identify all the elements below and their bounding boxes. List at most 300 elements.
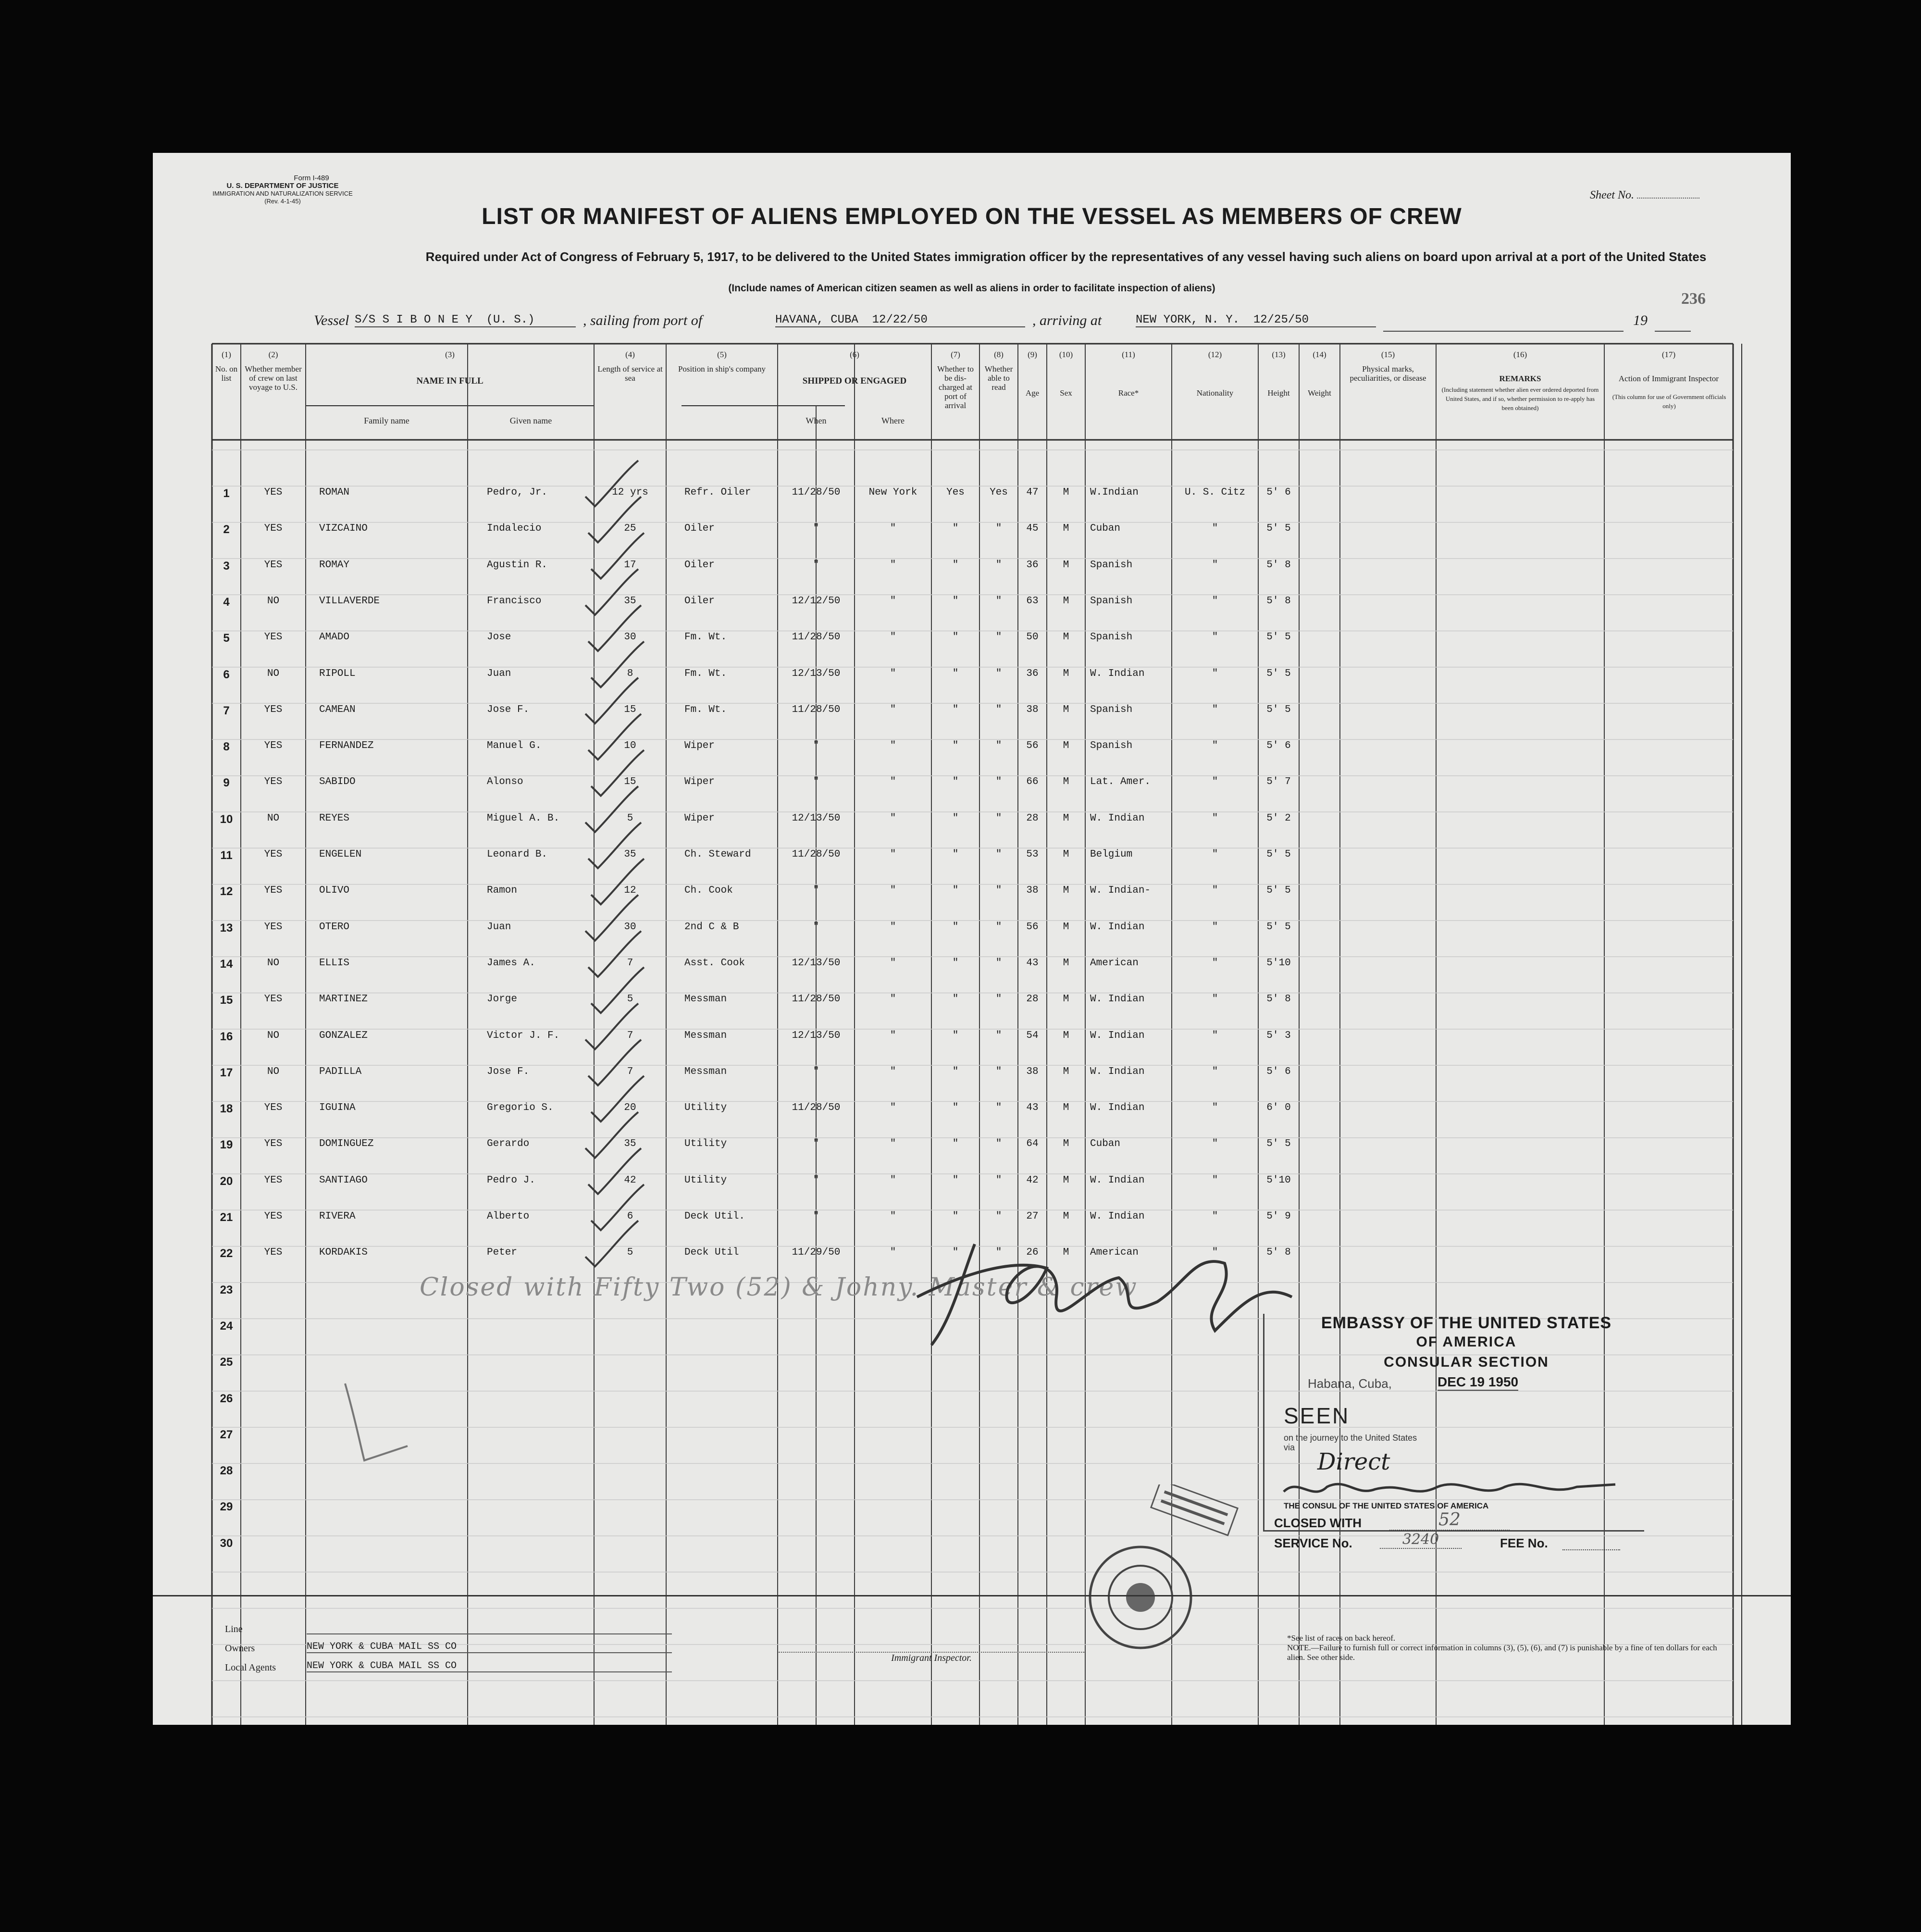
cell-service: 7 (627, 1030, 633, 1041)
cell-no: 15 (220, 994, 233, 1007)
cell-nationality: " (1212, 704, 1218, 715)
cell-family: IGUINA (319, 1102, 356, 1114)
cell-race: W. Indian (1090, 1066, 1145, 1077)
col-c6-label: SHIPPED OR ENGAGED (802, 376, 907, 386)
cell-age: 28 (1026, 812, 1039, 824)
cell-nationality: " (1212, 1066, 1218, 1077)
cell-where: " (890, 1247, 896, 1259)
cell-age: 45 (1026, 523, 1039, 535)
stamp-date: DEC 19 1950 (1438, 1374, 1518, 1391)
cell-service: 35 (624, 595, 636, 607)
cell-height: 5' 5 (1266, 523, 1291, 535)
cell-last: NO (267, 1066, 280, 1077)
cell-race: Spanish (1090, 704, 1133, 715)
cell-read: " (995, 1066, 1002, 1077)
cell-position: Fm. Wt. (684, 668, 727, 679)
cell-discharged: " (952, 668, 959, 679)
cell-where: " (890, 1211, 896, 1222)
cell-service: 15 (624, 776, 636, 788)
arriving-label: , arriving at (1032, 312, 1102, 328)
stamp-journey: on the journey to the United States via (1284, 1433, 1417, 1452)
cell-age: 56 (1026, 740, 1039, 752)
cell-where: " (890, 559, 896, 571)
cell-given: Alonso (487, 776, 523, 788)
col-c15-label: Physical marks, peculiarities, or disease (1350, 364, 1426, 383)
form-number: Form I-489 (294, 174, 329, 182)
cell-race: Cuban (1090, 1138, 1121, 1150)
cell-where: New York (868, 487, 917, 498)
cell-race: W. Indian- (1090, 885, 1151, 897)
cell-given: Jorge (487, 994, 518, 1005)
cell-family: OTERO (319, 921, 350, 933)
cell-where: " (890, 704, 896, 715)
col-c7-num: (7) (951, 350, 960, 359)
cell-no: 27 (220, 1428, 233, 1441)
cell-discharged: " (952, 1066, 959, 1077)
cell-given: Gerardo (487, 1138, 530, 1150)
cell-when: 11/28/50 (792, 487, 841, 498)
cell-service: 25 (624, 523, 636, 535)
cell-discharged: " (952, 1102, 959, 1114)
col-c15-num: (15) (1381, 350, 1395, 359)
form-department: U. S. DEPARTMENT OF JUSTICE (226, 182, 339, 190)
cell-when: " (813, 885, 819, 897)
cell-age: 28 (1026, 994, 1039, 1005)
cell-discharged: " (952, 704, 959, 715)
stamp-seen: SEEN (1284, 1403, 1350, 1428)
cell-nationality: " (1212, 668, 1218, 679)
cell-given: Juan (487, 921, 511, 933)
cell-no: 8 (223, 740, 230, 754)
cell-when: 12/13/50 (792, 812, 841, 824)
col-c17-num: (17) (1661, 350, 1676, 359)
col-c10-label: Sex (1060, 388, 1072, 398)
cell-given: Victor J. F. (487, 1030, 560, 1041)
cell-read: " (995, 632, 1002, 643)
cell-discharged: " (952, 523, 959, 535)
col-c13-label: Height (1267, 388, 1290, 398)
cell-sex: M (1063, 1030, 1069, 1041)
col-c16-label: REMARKS (1499, 374, 1541, 383)
cell-discharged: " (952, 1211, 959, 1222)
cell-read: " (995, 523, 1002, 535)
cell-sex: M (1063, 885, 1069, 897)
cell-where: " (890, 1102, 896, 1114)
cell-height: 5' 8 (1266, 994, 1291, 1005)
cell-nationality: " (1212, 1102, 1218, 1114)
cell-given: Peter (487, 1247, 518, 1259)
cell-given: Alberto (487, 1211, 530, 1222)
cell-when: 11/28/50 (792, 994, 841, 1005)
port-of-arrival: NEW YORK, N. Y. 12/25/50 (1136, 313, 1376, 327)
cell-position: Oiler (684, 595, 715, 607)
cell-where: " (890, 1030, 896, 1041)
cell-when: " (813, 921, 819, 933)
cell-when: 11/28/50 (792, 1102, 841, 1114)
cell-no: 16 (220, 1030, 233, 1043)
cell-sex: M (1063, 849, 1069, 860)
cell-last: YES (264, 487, 283, 498)
cell-nationality: " (1212, 595, 1218, 607)
cell-nationality: " (1212, 1030, 1218, 1041)
cell-read: " (995, 668, 1002, 679)
cell-age: 47 (1026, 487, 1039, 498)
cell-discharged: Yes (946, 487, 965, 498)
cell-when: " (813, 776, 819, 788)
cell-given: Francisco (487, 595, 542, 607)
cell-last: YES (264, 1138, 283, 1150)
cell-discharged: " (952, 1174, 959, 1186)
cell-race: W. Indian (1090, 994, 1145, 1005)
cell-last: YES (264, 849, 283, 860)
cell-age: 64 (1026, 1138, 1039, 1150)
cell-height: 5'10 (1266, 957, 1291, 969)
cell-age: 38 (1026, 1066, 1039, 1077)
cell-service: 6 (627, 1211, 633, 1222)
check-mark (585, 678, 638, 723)
cell-nationality: " (1212, 1138, 1218, 1150)
cell-nationality: " (1212, 885, 1218, 897)
cell-where: " (890, 849, 896, 860)
cell-where: " (890, 1138, 896, 1150)
check-mark (585, 1221, 638, 1266)
check-mark (588, 823, 641, 868)
cell-sex: M (1063, 632, 1069, 643)
stamp-service-label: SERVICE No. (1274, 1536, 1352, 1550)
cell-given: Leonard B. (487, 849, 548, 860)
cell-given: Indalecio (487, 523, 542, 535)
cell-where: " (890, 740, 896, 752)
form-revision: (Rev. 4-1-45) (264, 198, 301, 205)
cell-when: " (813, 1138, 819, 1150)
cell-position: Utility (684, 1102, 727, 1114)
cell-given: Ramon (487, 885, 518, 897)
col-c17-label: Action of Immigrant Inspector (1618, 374, 1719, 383)
cell-no: 9 (223, 776, 230, 790)
cell-sex: M (1063, 812, 1069, 824)
cell-last: YES (264, 885, 283, 897)
cell-race: W. Indian (1090, 1102, 1145, 1114)
cell-no: 7 (223, 704, 230, 717)
cell-sex: M (1063, 1174, 1069, 1186)
cell-discharged: " (952, 776, 959, 788)
check-mark (585, 895, 638, 941)
col-c8-num: (8) (994, 350, 1004, 359)
cell-last: YES (264, 1211, 283, 1222)
cell-service: 8 (627, 668, 633, 679)
cell-service: 42 (624, 1174, 636, 1186)
cell-position: Wiper (684, 812, 715, 824)
cell-last: YES (264, 776, 283, 788)
cell-given: Jose F. (487, 1066, 530, 1077)
cell-height: 5' 9 (1266, 1211, 1291, 1222)
cell-race: Spanish (1090, 559, 1133, 571)
cell-position: Ch. Cook (684, 885, 733, 897)
cell-where: " (890, 1174, 896, 1186)
cell-nationality: " (1212, 849, 1218, 860)
cell-family: AMADO (319, 632, 350, 643)
cell-where: " (890, 885, 896, 897)
cell-no: 29 (220, 1500, 233, 1514)
cell-nationality: " (1212, 957, 1218, 969)
col-c6-where: Where (881, 416, 905, 425)
check-mark (585, 461, 638, 506)
cell-where: " (890, 632, 896, 643)
cell-age: 42 (1026, 1174, 1039, 1186)
cell-when: " (813, 1066, 819, 1077)
check-mark (588, 1148, 641, 1194)
col-c2-label: Whether member of crew on last voyage to U.S. (245, 364, 302, 392)
col-c5-label: Position in ship's company (678, 364, 766, 374)
cell-no: 10 (220, 812, 233, 826)
agents-value: NEW YORK & CUBA MAIL SS CO (307, 1660, 672, 1672)
consular-stamp (1263, 1314, 1644, 1550)
cell-height: 5' 8 (1266, 1247, 1291, 1259)
check-mark (585, 1004, 638, 1049)
cell-read: " (995, 849, 1002, 860)
cell-sex: M (1063, 994, 1069, 1005)
cell-where: " (890, 994, 896, 1005)
col-c13-num: (13) (1272, 350, 1286, 359)
cell-sex: M (1063, 559, 1069, 571)
cell-nationality: " (1212, 523, 1218, 535)
page-number: 236 (1681, 290, 1706, 308)
cell-sex: M (1063, 668, 1069, 679)
cell-given: Jose (487, 632, 511, 643)
cell-no: 14 (220, 957, 233, 971)
cell-nationality: " (1212, 632, 1218, 643)
check-mark (588, 931, 641, 977)
col-c3-num: (3) (445, 350, 455, 359)
cell-last: NO (267, 1030, 280, 1041)
cell-age: 50 (1026, 632, 1039, 643)
cell-sex: M (1063, 740, 1069, 752)
cell-discharged: " (952, 921, 959, 933)
cell-position: Wiper (684, 740, 715, 752)
cell-age: 63 (1026, 595, 1039, 607)
cell-position: Refr. Oiler (684, 487, 751, 498)
cell-height: 5' 6 (1266, 1066, 1291, 1077)
cell-discharged: " (952, 1247, 959, 1259)
cell-no: 12 (220, 885, 233, 898)
cell-family: GONZALEZ (319, 1030, 368, 1041)
cell-position: Utility (684, 1174, 727, 1186)
stamp-closed-with-label: CLOSED WITH (1274, 1516, 1362, 1530)
owners-label: Owners (225, 1643, 255, 1654)
cell-race: W. Indian (1090, 668, 1145, 679)
footer-owners (225, 1624, 754, 1686)
round-seal (1083, 1540, 1198, 1655)
cell-family: MARTINEZ (319, 994, 368, 1005)
cell-race: American (1090, 957, 1139, 969)
cell-nationality: U. S. Citz (1184, 487, 1246, 498)
cell-no: 20 (220, 1174, 233, 1188)
cell-read: Yes (990, 487, 1008, 498)
cell-position: 2nd C & B (684, 921, 739, 933)
cell-read: " (995, 776, 1002, 788)
cell-service: 35 (624, 1138, 636, 1150)
col-c12-num: (12) (1208, 350, 1222, 359)
cell-nationality: " (1212, 559, 1218, 571)
cell-where: " (890, 812, 896, 824)
cell-discharged: " (952, 559, 959, 571)
cell-discharged: " (952, 994, 959, 1005)
cell-race: W. Indian (1090, 921, 1145, 933)
cell-discharged: " (952, 632, 959, 643)
cell-sex: M (1063, 1138, 1069, 1150)
cell-read: " (995, 740, 1002, 752)
col-c4-num: (4) (625, 350, 635, 359)
cell-family: ENGELEN (319, 849, 362, 860)
stamp-consul: THE CONSUL OF THE UNITED STATES OF AMERICA (1284, 1501, 1489, 1510)
cell-no: 5 (223, 632, 230, 645)
cell-when: 11/28/50 (792, 849, 841, 860)
col-c3-family: Family name (364, 416, 409, 425)
col-c6-num: (6) (850, 350, 859, 359)
cell-discharged: " (952, 595, 959, 607)
master-signature (888, 1225, 1321, 1359)
cell-nationality: " (1212, 1247, 1218, 1259)
cell-family: OLIVO (319, 885, 350, 897)
cell-age: 54 (1026, 1030, 1039, 1041)
form-title: LIST OR MANIFEST OF ALIENS EMPLOYED ON THE VESSEL AS MEMBERS OF CREW (482, 204, 1462, 229)
cell-position: Messman (684, 1066, 727, 1077)
stamp-place: Habana, Cuba, (1308, 1376, 1392, 1391)
cell-height: 5' 5 (1266, 921, 1291, 933)
agents-label: Local Agents (225, 1662, 276, 1673)
cell-family: SANTIAGO (319, 1174, 368, 1186)
cell-when: 11/28/50 (792, 704, 841, 715)
check-mark (588, 605, 641, 651)
cell-age: 43 (1026, 957, 1039, 969)
cell-service: 30 (624, 921, 636, 933)
col-c11-num: (11) (1122, 350, 1135, 359)
races-note: *See list of races on back hereof. (1287, 1633, 1396, 1643)
cell-no: 25 (220, 1356, 233, 1369)
cell-height: 5' 5 (1266, 1138, 1291, 1150)
cell-sex: M (1063, 957, 1069, 969)
cell-race: Cuban (1090, 523, 1121, 535)
cell-race: W. Indian (1090, 1211, 1145, 1222)
cell-sex: M (1063, 523, 1069, 535)
cell-when: " (813, 523, 819, 535)
cell-family: ROMAY (319, 559, 350, 571)
cell-given: Manuel G. (487, 740, 542, 752)
stamp-line-1: EMBASSY OF THE UNITED STATES (1321, 1314, 1612, 1332)
cell-last: YES (264, 994, 283, 1005)
cell-read: " (995, 1102, 1002, 1114)
cell-height: 5' 5 (1266, 632, 1291, 643)
form-subtitle: Required under Act of Congress of February 5, 1917, to be delivered to the United States immigration officer by the representatives of any vessel having such aliens on board upon arrival at a port of the United States (425, 249, 1707, 264)
cell-given: Pedro, Jr. (487, 487, 548, 498)
rectangular-stamp-fragment (1143, 1484, 1249, 1537)
col-c1-label: No. on list (215, 364, 238, 383)
cell-service: 12 yrs (612, 487, 648, 498)
cell-height: 5' 2 (1266, 812, 1291, 824)
col-c3-given: Given name (509, 416, 552, 425)
col-c17-sub: (This column for use of Government officials only) (1612, 393, 1726, 410)
cell-service: 15 (624, 704, 636, 715)
cell-service: 30 (624, 632, 636, 643)
closing-note: Closed with Fifty Two (52) & Johny. Master & crew (420, 1273, 1138, 1302)
cell-sex: M (1063, 1211, 1069, 1222)
cell-no: 1 (223, 487, 230, 500)
cell-no: 22 (220, 1247, 233, 1260)
cell-no: 21 (220, 1211, 233, 1224)
stamp-closed-with: 52 (1389, 1510, 1510, 1531)
cell-discharged: " (952, 740, 959, 752)
cell-last: YES (264, 704, 283, 715)
cell-service: 20 (624, 1102, 636, 1114)
cell-read: " (995, 1138, 1002, 1150)
col-c1-num: (1) (222, 350, 231, 359)
cell-when: " (813, 1174, 819, 1186)
cell-position: Deck Util (684, 1247, 739, 1259)
cell-last: YES (264, 921, 283, 933)
cell-sex: M (1063, 487, 1069, 498)
cell-height: 5' 8 (1266, 559, 1291, 571)
cell-height: 5' 7 (1266, 776, 1291, 788)
col-c10-num: (10) (1059, 350, 1073, 359)
col-c14-label: Weight (1308, 388, 1331, 398)
col-c6-when: When (806, 416, 827, 425)
cell-position: Fm. Wt. (684, 704, 727, 715)
cell-family: DOMINGUEZ (319, 1138, 374, 1150)
cell-read: " (995, 1030, 1002, 1041)
cell-when: 11/29/50 (792, 1247, 841, 1259)
vessel-label: Vessel (314, 312, 349, 328)
cell-service: 7 (627, 957, 633, 969)
cell-where: " (890, 595, 896, 607)
cell-nationality: " (1212, 1174, 1218, 1186)
cell-family: ROMAN (319, 487, 350, 498)
cell-sex: M (1063, 1102, 1069, 1114)
col-c12-label: Nationality (1196, 388, 1234, 398)
sailing-label: , sailing from port of (583, 312, 703, 328)
cell-when: " (813, 1211, 819, 1222)
cell-where: " (890, 1066, 896, 1077)
line-label: Line (225, 1624, 243, 1634)
cell-no: 11 (220, 849, 233, 862)
cell-height: 6' 0 (1266, 1102, 1291, 1114)
fine-note: NOTE.—Failure to furnish full or correct information in columns (3), (5), (6), and (7) is punishable by a fine of ten dollars for each alien. See other side. (1287, 1643, 1717, 1662)
cell-position: Oiler (684, 559, 715, 571)
cell-given: Juan (487, 668, 511, 679)
cell-last: YES (264, 1247, 283, 1259)
cell-discharged: " (952, 812, 959, 824)
cell-height: 5' 8 (1266, 595, 1291, 607)
cell-no: 13 (220, 921, 233, 935)
cell-race: Spanish (1090, 632, 1133, 643)
col-c16-num: (16) (1513, 350, 1527, 359)
cell-where: " (890, 668, 896, 679)
col-c7-label: Whether to be dis-charged at port of arrival (937, 364, 974, 410)
cell-family: FERNANDEZ (319, 740, 374, 752)
cell-family: RIVERA (319, 1211, 356, 1222)
cell-height: 5' 5 (1266, 704, 1291, 715)
cell-height: 5' 6 (1266, 487, 1291, 498)
stamp-via: Direct (1317, 1448, 1390, 1475)
port-of-departure: HAVANA, CUBA 12/22/50 (775, 313, 1025, 327)
cell-no: 30 (220, 1536, 233, 1550)
cell-no: 23 (220, 1283, 233, 1296)
cell-race: W. Indian (1090, 1030, 1145, 1041)
cell-no: 26 (220, 1392, 233, 1405)
cell-height: 5' 5 (1266, 849, 1291, 860)
cell-no: 4 (223, 595, 230, 609)
sheet-number-label: Sheet No. (1590, 189, 1634, 201)
manifest-sheet (153, 153, 1791, 1725)
